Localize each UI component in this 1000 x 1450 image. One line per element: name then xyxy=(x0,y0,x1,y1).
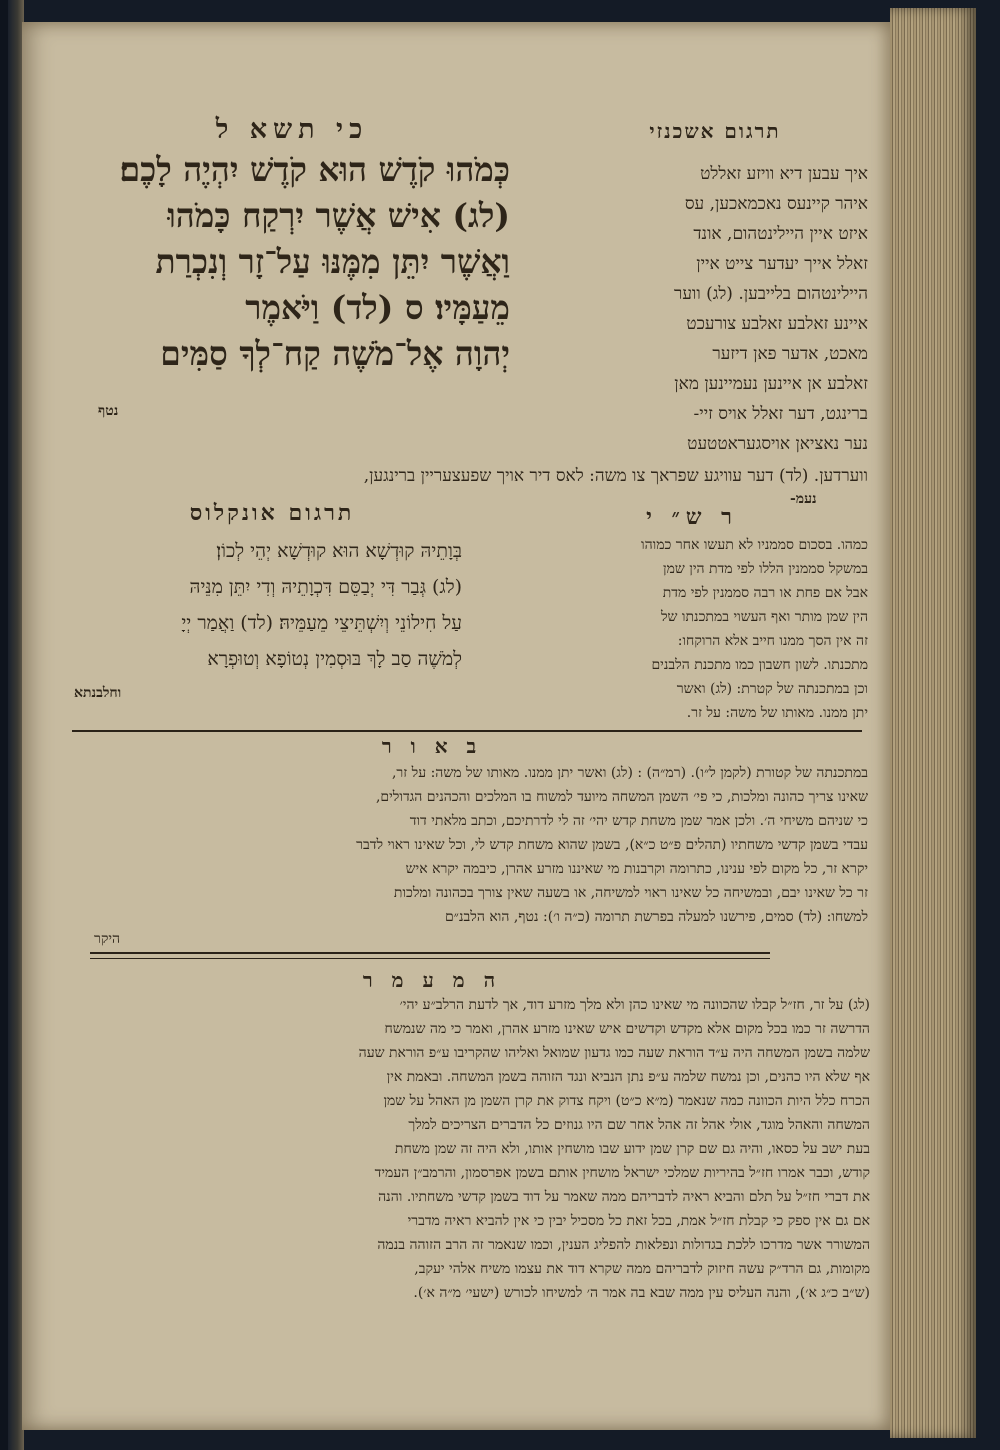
rashi-line: אבל אם פחת או רבה סממנין לפי מדת xyxy=(662,585,868,601)
hameamer-line: (לג) על זר, חז״ל קבלו שהכוונה מי שאינו כהן ולא מלך מזרע דוד, אך לדעת הרלב״ע יהי׳ xyxy=(399,997,870,1013)
targum-ashkenazi-line: ברינגט, דער זאלל אויס זיי- xyxy=(693,404,868,424)
targum-ashkenazi-title: תרגום אשכנזי xyxy=(649,119,781,143)
biur-line: במתכנתה של קטורת (לקמן ל״ו). (רמ״ה) : (לג) ואשר יתן ממנו. מאותו של משה: על זר, xyxy=(391,765,868,781)
onkelos-line: בְּוָתֵיהּ קוּדְשָׁא הוּא קוּדְשָׁא יְהֵי לְכוֹן׃ xyxy=(216,540,462,562)
onkelos-line: (לג) גְּבַר דִּי יְבַסֵּם דִּכְוָתֵיהּ וְדִי יִתֵּן מִנֵּיהּ xyxy=(189,576,462,598)
targum-ashkenazi-full-line: ווערדען. (לד) דער עוויגע שפראך צו משה: לאס דיר אויך שפעצעריין ברינגען, xyxy=(363,466,868,486)
targum-ashkenazi-line: נער נאציאן אויסגעראטטעט xyxy=(687,434,868,454)
biur-catchword: היקר xyxy=(94,931,121,947)
biur-line: למשחו: (לד) סמים, פירשנו למעלה בפרשת תרומה (כ״ה ו׳): נטף, הוא הלבנ״ם xyxy=(444,909,868,925)
hameamer-line: בעת ישב על כסאו, והיה גם שם קרן שמן ידוע שבו מושחין אותו, ולא היה זה שמן משחת xyxy=(394,1141,870,1157)
targum-ashkenazi-line: זאלבע אן איינען נעמיינען מאן xyxy=(674,374,868,394)
hameamer-line: אף שלא היו כהנים, וכן נמשח שלמה ע״פ נתן הנביא ונגד הזוהה בשמן המשחה. ובאמת אין xyxy=(386,1069,870,1085)
rashi-line: זה אין הסך ממנו חייב אלא הרוקחו: xyxy=(677,633,868,649)
biur-title: ב א ו ר xyxy=(381,734,483,758)
targum-ashkenazi-line: מאכט, אדער פאן דיזער xyxy=(712,344,868,364)
divider-rule xyxy=(90,952,770,954)
verse-line: יְהוָה אֶל־מֹשֶׁה קַח־לְךָ סַמִּים xyxy=(160,334,510,373)
targum-ashkenazi-line: זאלל אייך יעדער צייט איין xyxy=(696,254,868,274)
verse-line: וַאֲשֶׁר יִתֵּן מִמֶּנּוּ עַל־זָר וְנִכְרַת xyxy=(155,242,510,281)
rashi-line: מתכנתו. לשון חשבון כמו מתכנת הלבנים xyxy=(651,657,868,673)
parsha-header: כי תשא ל xyxy=(215,114,369,145)
targum-ashkenazi-line: איהר קיינעס נאכמאכען, עס xyxy=(684,194,868,214)
targum-ashkenazi-line: איזט איין היילינטהום, אונד xyxy=(693,224,868,244)
rashi-line: כמהו. בסכום סממניו לא תעשו אחר כמוהו xyxy=(641,537,868,553)
rashi-title: ר ש״ י xyxy=(646,504,738,530)
targum-ashkenazi-line: היילינטהום בלייבען. (לג) ווער xyxy=(674,284,868,304)
rashi-line: במשקל סממנין הללו לפי מדת הין שמן xyxy=(663,561,868,577)
book-page xyxy=(22,22,890,1430)
hameamer-line: שלמה בשמן המשחה היה ע״ד הוראת שעה כמו גדעון שמואל ואליהו שהקריבו ע״פ הוראת שעה xyxy=(358,1045,870,1061)
hameamer-line: המשחה והאהל מוגד, אולי אהל זה אהל אחר שם היו גנוזים כל הדברים הצריכים למלך xyxy=(408,1117,870,1133)
rashi-line: יתן ממנו. מאותו של משה: על זר. xyxy=(686,705,868,721)
onkelos-title: תרגום אונקלוס xyxy=(189,500,355,526)
rashi-line: הין שמן מותר ואף העשוי במתכנתו של xyxy=(660,609,868,625)
hameamer-line: הכרח כלל היות הכוונה כמה שנאמר (מ״א כ״ט) ויקח צדוק את קרן השמן מן האהל על שמן xyxy=(383,1093,870,1109)
divider-rule xyxy=(90,958,770,959)
verse-line: (לג) אִישׁ אֲשֶׁר יִרְקַח כָּמֹהוּ xyxy=(167,196,510,235)
onkelos-line: לְמֹשֶׁה סַב לָךְ בּוּסְמִין נְטוֹפָא וְטוּפְרָא xyxy=(207,648,462,670)
biur-line: עבדי בשמן קדשי משחתיו (תהלים פ״ט כ״א), בשמן שהוא משחת קדש לי, וכל שאינו ראוי לדבר xyxy=(356,837,868,853)
targum-ashkenazi-line: איינע זאלבע זאלבע צורעכט xyxy=(686,314,868,334)
rashi-line: וכן במתכנתה של קטרת: (לג) ואשר xyxy=(676,681,868,697)
hameamer-line: מקומות, גם הרד״ק עשה חיזוק לדבריהם ממה שקרא דוד את עצמו משיח אלהי יעקב, xyxy=(414,1261,870,1277)
hameamer-line: את דברי חז״ל על תלם והביא ראיה לדבריהם ממה שאמר על דוד בשמן קדשי משחתיו. והנה xyxy=(378,1189,870,1205)
targum-ashkenazi-catchword: נעמ- xyxy=(790,491,817,507)
onkelos-catchword: וחלבנתא xyxy=(74,685,122,701)
biur-line: יקרא זר, כל מקום לפי ענינו, כתרומה וקרבנות מי שאיננו מזרע אהרן, כיבמה יקרא איש xyxy=(405,861,868,877)
verse-catchword: נטף xyxy=(98,403,119,419)
onkelos-line: עַל חִילוֹנֵי וְיִשְׁתֵּיצֵי מֵעַמֵּיהּ׃ (לד) וַאֲמַר יְיָ xyxy=(181,612,462,634)
biur-line: זר כל שאינו יבם, ובמשיחה כל שאינו ראוי למשיחה, או בשעה שאין צורך בכהונה ומלכות xyxy=(393,885,868,901)
hameamer-line: המשורר אשר מדרכו ללכת בגדולות ונפלאות להפליג הענין, וכמו שנאמר זה הרב הזוהה בנמה xyxy=(377,1237,870,1253)
targum-ashkenazi-line: איך עבען דיא וויזע זאללט xyxy=(700,164,868,184)
biur-line: שאינו צריך כהונה ומלכות, כי פי׳ השמן המשחה מיועד למשוח בו המלכים והכהנים הגדולים, xyxy=(375,789,868,805)
hameamer-line: (ש״ב כ״ג א׳), והנה העליס עין ממה שבא בה אמר ה׳ למשיחו לכורש (ישעי׳ מ״ה א׳). xyxy=(413,1285,870,1301)
hameamer-line: אם גם אין ספק כי קבלת חז״ל אמת, בכל זאת כל מסכיל יבין כי אין להביא ראיה מדברי xyxy=(407,1213,870,1229)
verse-line: מֵעַמָּיו׃ ס (לד) וַיֹּאמֶר xyxy=(245,288,510,327)
hameamer-title: ה מ ע מ ר xyxy=(362,968,502,992)
biur-line: כי שניהם משיחי ה׳. ולכן אמר שמן משחת קדש יהי׳ זה לי לדרתיכם, וכתב מלאתי דוד xyxy=(409,813,868,829)
hameamer-line: קודש, וכבר אמרו חז״ל בהיריות שמלכי ישראל מושחין אותם בשמן אפרסמון, והרמב״ן העמיד xyxy=(374,1165,870,1181)
page-fore-edge xyxy=(890,8,976,1438)
verse-line: כְּמֹהוּ קֹדֶשׁ הוּא קֹדֶשׁ יִהְיֶה לָכֶם׃ xyxy=(119,150,510,189)
hameamer-line: הדרשה זר כמו בכל מקום אלא מקדש וקדשים איש שאינו מזרע אהרן, ואמר כי מה שנמשח xyxy=(384,1021,870,1037)
